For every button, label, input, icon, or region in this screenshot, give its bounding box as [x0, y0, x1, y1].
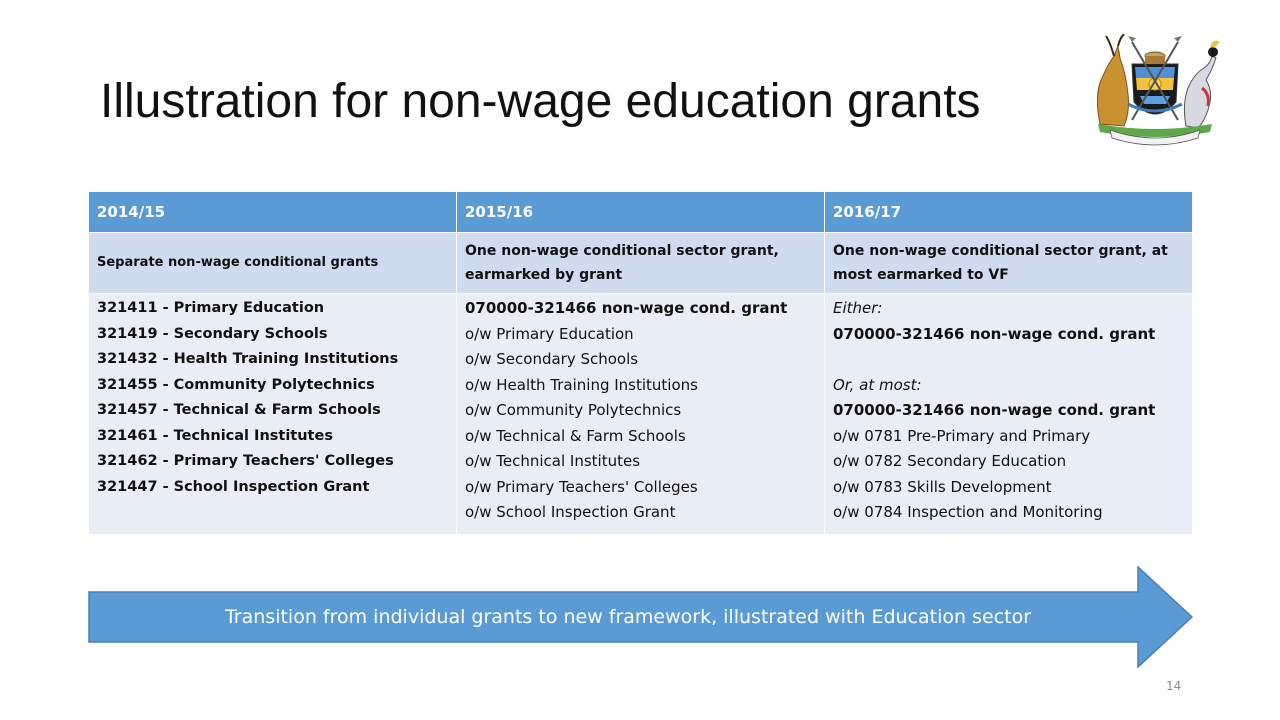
header-2015-16: 2015/16 [457, 192, 825, 233]
list-item: o/w 0784 Inspection and Monitoring [833, 503, 1103, 521]
list-item: 321462 - Primary Teachers' Colleges [97, 453, 394, 469]
subheader-2014-15: Separate non-wage conditional grants [89, 233, 457, 294]
list-item: 321447 - School Inspection Grant [97, 478, 370, 495]
table-detail-row [89, 294, 1193, 535]
grants-2015-16-cell [457, 294, 825, 535]
subheader-2015-16: One non-wage conditional sector grant, earmarked by grant [457, 233, 825, 294]
list-item: o/w School Inspection Grant [465, 503, 676, 521]
list-item: o/w Health Training Institutions [465, 375, 698, 394]
grants-2016-17-cell [825, 294, 1193, 535]
list-item: o/w Secondary Schools [465, 350, 639, 368]
list-item: o/w Community Polytechnics [465, 401, 682, 419]
grant-code-heading: 070000-321466 non-wage cond. grant [465, 299, 788, 317]
list-item: o/w 0782 Secondary Education [833, 452, 1067, 470]
spacer [833, 347, 1184, 373]
slide-title: Illustration for non-wage education grants [100, 75, 981, 128]
page-number: 14 [1166, 679, 1182, 693]
uganda-coat-of-arms-icon [1080, 34, 1230, 146]
subheader-2016-17: One non-wage conditional sector grant, at most earmarked to VF [825, 233, 1193, 294]
table-header-row [89, 192, 1193, 233]
list-item: o/w Primary Education [465, 324, 634, 343]
list-item: 321411 - Primary Education [97, 300, 325, 316]
list-item: 321457 - Technical & Farm Schools [97, 402, 381, 418]
header-2016-17: 2016/17 [825, 192, 1193, 233]
grant-code-heading: 070000-321466 non-wage cond. grant [833, 401, 1156, 419]
list-item: o/w Technical Institutes [465, 452, 641, 470]
list-item: 321432 - Health Training Institutions [97, 351, 399, 367]
list-item: 321419 - Secondary Schools [97, 325, 328, 342]
list-item: o/w 0781 Pre-Primary and Primary [833, 426, 1091, 445]
list-item: 321455 - Community Polytechnics [97, 376, 375, 393]
either-label: Either: [833, 299, 883, 317]
table-subheader-row [89, 233, 1193, 294]
grant-code-heading: 070000-321466 non-wage cond. grant [833, 324, 1156, 343]
grants-table [88, 191, 1193, 535]
list-item: o/w 0783 Skills Development [833, 477, 1052, 496]
list-item: o/w Primary Teachers' Colleges [465, 477, 698, 496]
or-at-most-label: Or, at most: [833, 375, 922, 394]
list-item: o/w Technical & Farm Schools [465, 426, 686, 445]
transition-arrow-label: Transition from individual grants to new framework, illustrated with Education sector [224, 606, 1031, 628]
list-item: 321461 - Technical Institutes [97, 427, 333, 444]
grants-2014-15-cell [89, 294, 457, 535]
header-2014-15: 2014/15 [89, 192, 457, 233]
